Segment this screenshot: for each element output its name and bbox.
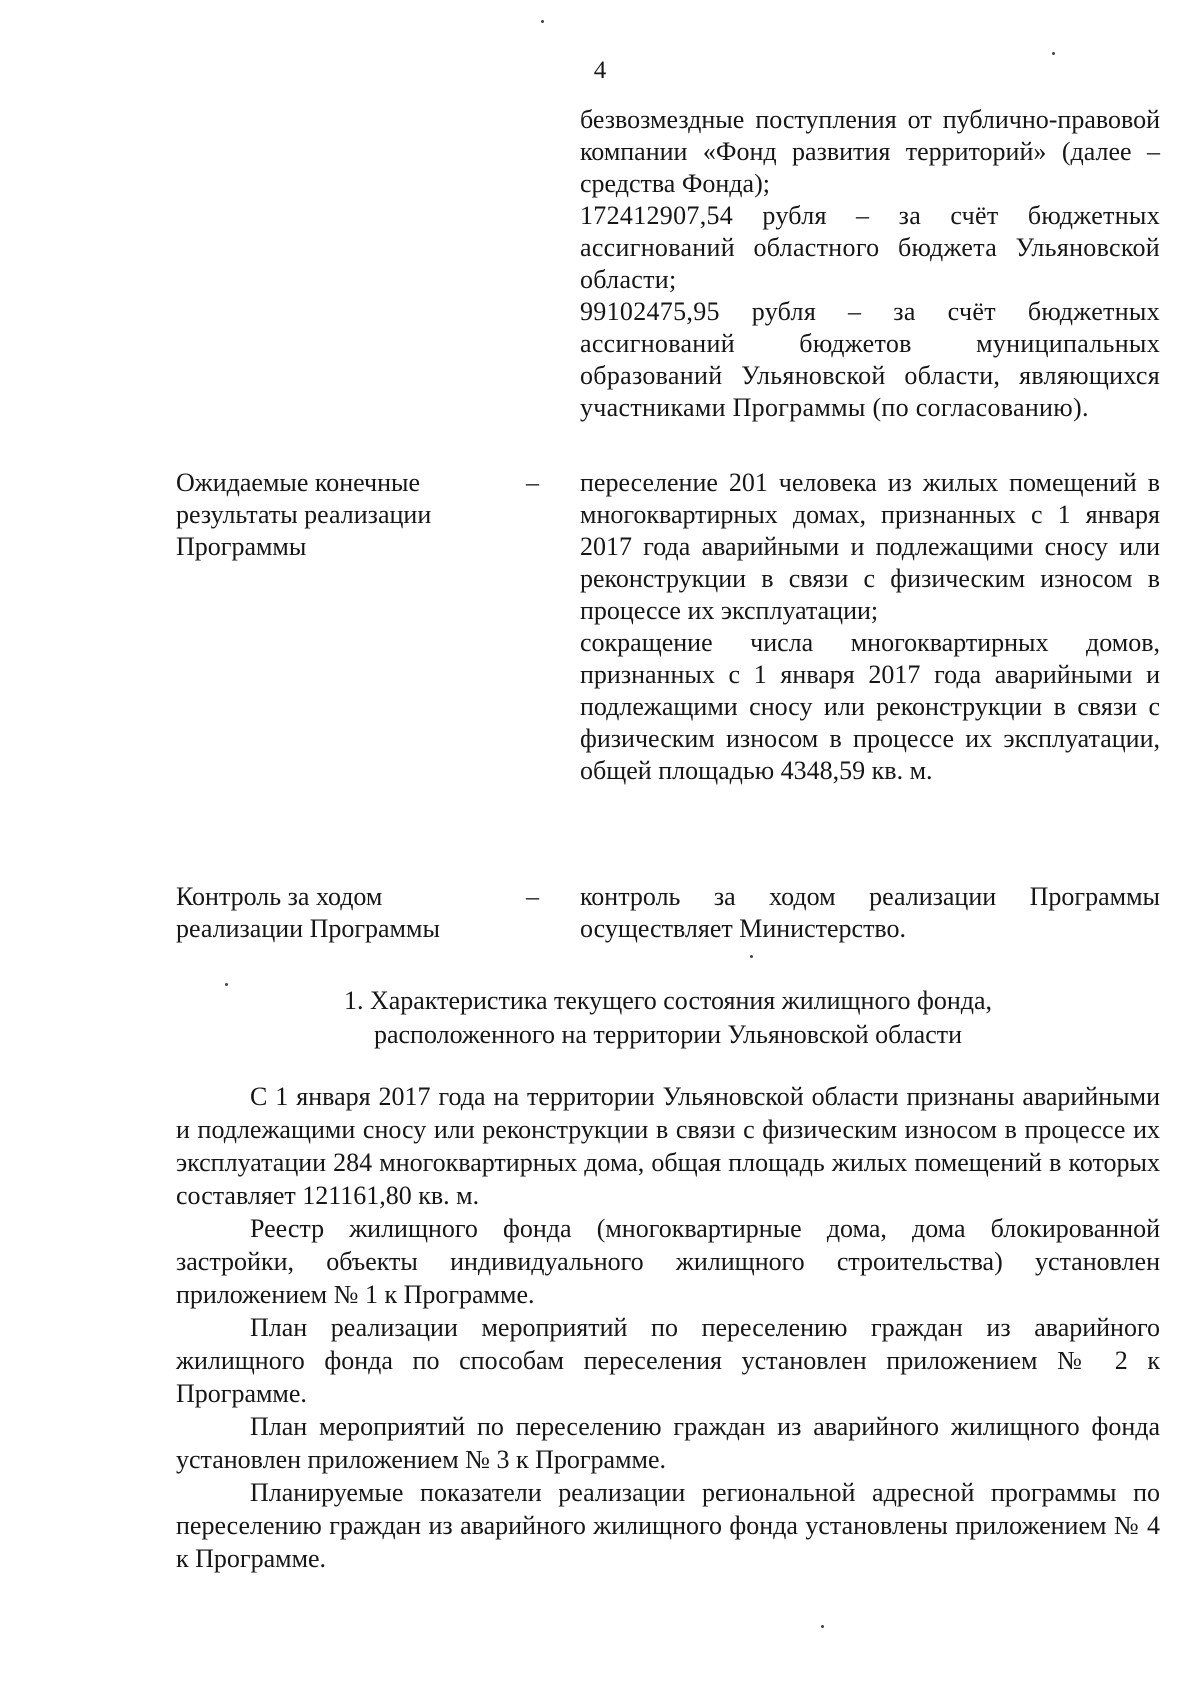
body-paragraph-5: Планируемые показатели реализации региональной адресной программы по переселению граждан из аварийного жилищного фонда установлены приложением № 4 к Программе. — [176, 1478, 1160, 1573]
expected-results-value — [580, 467, 1160, 787]
page-number: 4 — [593, 57, 607, 84]
expected-results-label: Ожидаемые конечные результаты реализации Программы — [176, 468, 432, 561]
scan-speck — [541, 20, 544, 23]
body-paragraph-1: С 1 января 2017 года на территории Ульяновской области признаны аварийными и подлежащими сносу или реконструкции в связи с физическим износом в процессе их эксплуатации 284 многоквартирных дома, общая площадь жилых помещений в которых составляет 121161,80 кв. м. — [176, 1082, 1160, 1210]
body-paragraph-3: План реализации мероприятий по переселению граждан из аварийного жилищного фонда по способам переселения установлен приложением № 2 к Программе. — [176, 1313, 1160, 1408]
section-heading-line-2: расположенного на территории Ульяновской области — [373, 1020, 963, 1049]
section-heading — [176, 984, 1160, 1052]
body-paragraph-2: Реестр жилищного фонда (многоквартирные дома, дома блокированной застройки, объекты индивидуального жилищного строительства) установлен приложением № 1 к Программе. — [176, 1214, 1160, 1309]
section-body — [176, 1080, 1160, 1575]
funding-value — [580, 104, 1160, 424]
funding-line-2: 172412907,54 рубля – за счёт бюджетных ассигнований областного бюджета Ульяновской области; — [580, 201, 1160, 294]
body-paragraph-4: План мероприятий по переселению граждан из аварийного жилищного фонда установлен приложением № 3 к Программе. — [176, 1412, 1160, 1474]
scan-speck — [225, 983, 228, 986]
scan-speck — [750, 955, 753, 958]
control-line: контроль за ходом реализации Программы осуществляет Министерство. — [580, 882, 1160, 943]
funding-line-3: 99102475,95 рубля – за счёт бюджетных ассигнований бюджетов муниципальных образований Ульяновской области, являющихся участниками Программы (по согласованию). — [580, 297, 1160, 422]
expected-results-dash: – — [526, 468, 539, 497]
funding-line-1: безвозмездные поступления от публично-правовой компании «Фонд развития территорий» (далее – средства Фонда); — [580, 105, 1160, 198]
scan-speck — [1052, 52, 1055, 55]
control-dash: – — [526, 882, 539, 911]
section-heading-line-1: 1. Характеристика текущего состояния жилищного фонда, — [343, 986, 993, 1015]
expected-results-line-2: сокращение числа многоквартирных домов, признанных с 1 января 2017 года аварийными и подлежащими сносу или реконструкции в связи с физическим износом в процессе их эксплуатации, общей площадью 4348,59 кв. м. — [580, 628, 1160, 785]
control-label: Контроль за ходом реализации Программы — [176, 882, 440, 943]
expected-results-line-1: переселение 201 человека из жилых помещений в многоквартирных домах, признанных с 1 января 2017 года аварийными и подлежащими сносу или реконструкции в связи с физическим износом в процессе их эксплуатации; — [580, 468, 1160, 625]
control-value — [580, 881, 1160, 945]
scan-speck — [821, 1625, 824, 1628]
